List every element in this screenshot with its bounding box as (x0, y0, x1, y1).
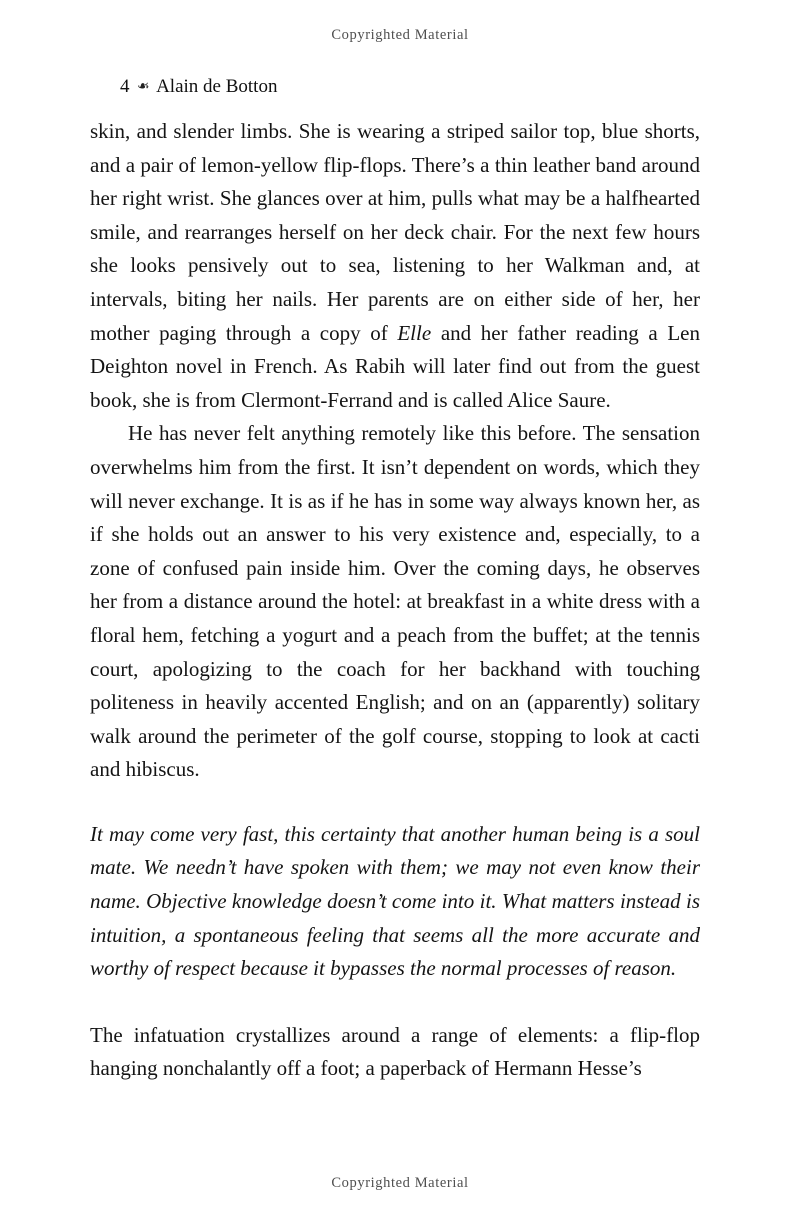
page-header (120, 76, 700, 98)
paragraph-2: He has never felt anything remotely like this before. The sensation overwhelms him from the first. It isn’t dependent on words, which they will never exchange. It is as if he has in some way always known her, as if she holds out an answer to his very existence and, especially, to a zone of confused pain inside him. Over the coming days, he observes her from a distance around the hotel: at breakfast in a white dress with a floral hem, fetching a yogurt and a peach from the buffet; at the tennis court, apologizing to the coach for her backhand with touching politeness in heavily accented English; and on an (apparently) solitary walk around the perimeter of the golf course, stopping to look at cacti and hibiscus. (90, 421, 700, 782)
fleuron-ornament-icon: ❧ (136, 77, 150, 95)
paragraph-1-text-cont: and her father reading a Len Deighton novel in French. As Rabih will later find out from the guest book, she is from Clermont-Ferrand and is called Alice Saure. (90, 320, 700, 412)
paragraph-1 (90, 115, 700, 417)
page-number: 4 (120, 76, 130, 97)
paragraph-1-text: skin, and slender limbs. She is wearing a striped sailor top, blue shorts, and a pair of lemon-yellow flip-flops. There’s a thin leather band around her right wrist. She glances over at him, pulls what may be a halfhearted smile, and rearranges herself on her deck chair. For the next few hours she looks pensively out to sea, listening to her Walkman and, at intervals, biting her nails. Her parents are on either side of her, her mother paging through a copy of (90, 119, 700, 345)
copyright-notice-top: Copyrighted Material (331, 27, 469, 43)
paragraph-3-italic: It may come very fast, this certainty that another human being is a soul mate. We needn’t have spoken with them; we may not even know their name. Objective knowledge doesn’t come into it. What matters instead is intuition, a spontaneous feeling that seems all the more accurate and worthy of respect because it bypasses the normal processes of reason. (90, 821, 700, 981)
author-name: Alain de Botton (156, 76, 278, 97)
paragraph-4: The infatuation crystallizes around a range of elements: a flip-flop hanging nonchalantly off a foot; a paperback of Hermann Hesse’s (90, 1022, 700, 1081)
magazine-title-italic: Elle (397, 320, 432, 345)
body-text (90, 115, 700, 1086)
copyright-notice-bottom: Copyrighted Material (331, 1175, 469, 1191)
